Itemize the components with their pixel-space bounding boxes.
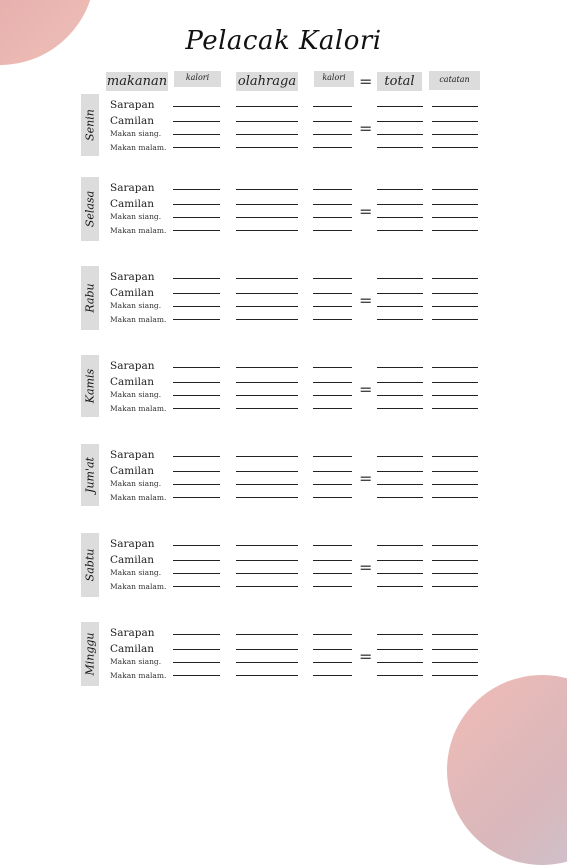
entry-line[interactable] [173,382,220,383]
day-label: Minggu [83,632,97,676]
entry-line[interactable] [313,586,352,587]
entry-line[interactable] [377,367,423,368]
entry-line[interactable] [173,456,220,457]
entry-line[interactable] [313,367,352,368]
row-equals-sign: = [359,469,373,488]
meal-label: Camilan [110,554,154,566]
entry-line[interactable] [236,319,298,320]
day-label: Selasa [83,190,97,228]
entry-line[interactable] [432,230,478,231]
entry-line[interactable] [377,382,423,383]
entry-line[interactable] [377,573,423,574]
entry-line[interactable] [173,675,220,676]
entry-line[interactable] [432,217,478,218]
entry-line[interactable] [236,134,298,135]
meal-label: Makan malam. [110,404,167,413]
entry-line[interactable] [377,147,423,148]
meal-label: Makan malam. [110,315,167,324]
entry-line[interactable] [313,217,352,218]
entry-line[interactable] [377,497,423,498]
entry-line[interactable] [313,204,352,205]
entry-line[interactable] [313,675,352,676]
entry-line[interactable] [377,395,423,396]
entry-line[interactable] [377,662,423,663]
entry-line[interactable] [432,649,478,650]
day-tab-4 [81,444,99,506]
row-equals-sign: = [359,558,373,577]
entry-line[interactable] [377,230,423,231]
entry-line[interactable] [313,560,352,561]
header-total: total [377,72,422,91]
meal-label: Sarapan [110,449,155,461]
entry-line[interactable] [432,395,478,396]
entry-line[interactable] [432,497,478,498]
entry-line[interactable] [173,147,220,148]
meal-label: Makan malam. [110,493,167,502]
entry-line[interactable] [432,545,478,546]
day-tab-2 [81,266,99,330]
entry-line[interactable] [432,204,478,205]
meal-label: Camilan [110,198,154,210]
entry-line[interactable] [377,278,423,279]
entry-line[interactable] [313,634,352,635]
entry-line[interactable] [432,408,478,409]
entry-line[interactable] [236,306,298,307]
row-equals-sign: = [359,291,373,310]
entry-line[interactable] [173,545,220,546]
meal-label: Sarapan [110,538,155,550]
entry-line[interactable] [313,121,352,122]
meal-label: Camilan [110,287,154,299]
entry-line[interactable] [313,189,352,190]
entry-line[interactable] [313,484,352,485]
decorative-circle-bottom-right [447,675,567,865]
entry-line[interactable] [313,278,352,279]
meal-label: Makan siang. [110,129,162,138]
entry-line[interactable] [173,634,220,635]
meal-label: Camilan [110,465,154,477]
meal-label: Camilan [110,643,154,655]
meal-label: Sarapan [110,627,155,639]
entry-line[interactable] [173,497,220,498]
entry-line[interactable] [236,293,298,294]
header-equals-sign: = [359,72,373,91]
entry-line[interactable] [377,293,423,294]
entry-line[interactable] [236,204,298,205]
header-olahraga: olahraga [237,74,297,89]
entry-line[interactable] [432,586,478,587]
header-kalori-exercise: kalori [314,71,354,87]
entry-line[interactable] [377,560,423,561]
entry-line[interactable] [173,586,220,587]
entry-line[interactable] [432,319,478,320]
entry-line[interactable] [236,217,298,218]
meal-label: Makan malam. [110,226,167,235]
entry-line[interactable] [377,319,423,320]
entry-line[interactable] [236,147,298,148]
entry-line[interactable] [236,675,298,676]
entry-line[interactable] [173,306,220,307]
row-equals-sign: = [359,380,373,399]
entry-line[interactable] [313,106,352,107]
entry-line[interactable] [432,147,478,148]
meal-label: Makan siang. [110,390,162,399]
entry-line[interactable] [313,382,352,383]
entry-line[interactable] [173,278,220,279]
entry-line[interactable] [236,497,298,498]
entry-line[interactable] [432,306,478,307]
entry-line[interactable] [236,634,298,635]
entry-line[interactable] [173,395,220,396]
entry-line[interactable] [313,134,352,135]
entry-line[interactable] [236,662,298,663]
entry-line[interactable] [313,649,352,650]
entry-line[interactable] [173,662,220,663]
meal-label: Makan siang. [110,301,162,310]
entry-line[interactable] [377,204,423,205]
entry-line[interactable] [377,634,423,635]
meal-label: Makan malam. [110,582,167,591]
day-label: Sabtu [83,548,97,582]
row-equals-sign: = [359,647,373,666]
meal-label: Sarapan [110,182,155,194]
entry-line[interactable] [377,106,423,107]
entry-line[interactable] [313,545,352,546]
entry-line[interactable] [313,573,352,574]
day-tab-3 [81,355,99,417]
entry-line[interactable] [377,471,423,472]
entry-line[interactable] [432,278,478,279]
entry-line[interactable] [236,106,298,107]
meal-label: Makan malam. [110,143,167,152]
meal-label: Makan siang. [110,212,162,221]
entry-line[interactable] [173,319,220,320]
entry-line[interactable] [377,408,423,409]
entry-line[interactable] [313,230,352,231]
entry-line[interactable] [236,230,298,231]
day-tab-6 [81,622,99,686]
entry-line[interactable] [173,134,220,135]
row-equals-sign: = [359,119,373,138]
entry-line[interactable] [432,106,478,107]
entry-line[interactable] [236,649,298,650]
row-equals-sign: = [359,202,373,221]
entry-line[interactable] [377,217,423,218]
entry-line[interactable] [236,382,298,383]
entry-line[interactable] [173,573,220,574]
entry-line[interactable] [173,560,220,561]
entry-line[interactable] [432,367,478,368]
header-catatan: catatan [429,71,480,90]
meal-label: Makan siang. [110,657,162,666]
entry-line[interactable] [313,408,352,409]
entry-line[interactable] [377,456,423,457]
day-label: Rabu [83,283,97,313]
entry-line[interactable] [236,189,298,190]
entry-line[interactable] [173,189,220,190]
meal-label: Sarapan [110,271,155,283]
entry-line[interactable] [432,573,478,574]
meal-label: Camilan [110,376,154,388]
entry-line[interactable] [432,484,478,485]
entry-line[interactable] [173,293,220,294]
day-tab-1 [81,177,99,241]
entry-line[interactable] [236,471,298,472]
day-label: Kamis [83,368,97,404]
entry-line[interactable] [377,121,423,122]
entry-line[interactable] [236,484,298,485]
entry-line[interactable] [432,662,478,663]
entry-line[interactable] [313,395,352,396]
entry-line[interactable] [432,675,478,676]
header-kalori: kalori [174,71,221,87]
meal-label: Makan siang. [110,568,162,577]
entry-line[interactable] [173,217,220,218]
entry-line[interactable] [236,395,298,396]
entry-line[interactable] [313,662,352,663]
entry-line[interactable] [173,649,220,650]
meal-label: Camilan [110,115,154,127]
day-tab-0 [81,94,99,156]
entry-line[interactable] [236,586,298,587]
entry-line[interactable] [236,408,298,409]
entry-line[interactable] [313,147,352,148]
entry-line[interactable] [236,560,298,561]
entry-line[interactable] [173,484,220,485]
entry-line[interactable] [432,121,478,122]
day-tab-5 [81,533,99,597]
day-label: Senin [83,109,97,141]
entry-line[interactable] [313,319,352,320]
entry-line[interactable] [377,189,423,190]
entry-line[interactable] [432,382,478,383]
entry-line[interactable] [313,306,352,307]
entry-line[interactable] [173,471,220,472]
meal-label: Sarapan [110,99,155,111]
meal-label: Makan siang. [110,479,162,488]
entry-line[interactable] [313,293,352,294]
page-title: Pelacak Kalori [185,26,382,56]
day-label: Jum'at [83,457,97,493]
entry-line[interactable] [173,106,220,107]
entry-line[interactable] [236,367,298,368]
entry-line[interactable] [173,408,220,409]
entry-line[interactable] [377,675,423,676]
entry-line[interactable] [236,278,298,279]
entry-line[interactable] [173,204,220,205]
entry-line[interactable] [377,586,423,587]
entry-line[interactable] [173,121,220,122]
entry-line[interactable] [377,134,423,135]
entry-line[interactable] [432,471,478,472]
entry-line[interactable] [236,545,298,546]
entry-line[interactable] [432,189,478,190]
entry-line[interactable] [313,456,352,457]
entry-line[interactable] [432,634,478,635]
entry-line[interactable] [432,293,478,294]
meal-label: Sarapan [110,360,155,372]
entry-line[interactable] [173,367,220,368]
meal-label: Makan malam. [110,671,167,680]
entry-line[interactable] [432,560,478,561]
entry-line[interactable] [377,545,423,546]
entry-line[interactable] [432,134,478,135]
entry-line[interactable] [432,456,478,457]
entry-line[interactable] [377,484,423,485]
entry-line[interactable] [173,230,220,231]
entry-line[interactable] [377,649,423,650]
entry-line[interactable] [236,456,298,457]
entry-line[interactable] [313,497,352,498]
entry-line[interactable] [236,121,298,122]
entry-line[interactable] [377,306,423,307]
header-makanan: makanan [106,74,168,89]
entry-line[interactable] [313,471,352,472]
entry-line[interactable] [236,573,298,574]
